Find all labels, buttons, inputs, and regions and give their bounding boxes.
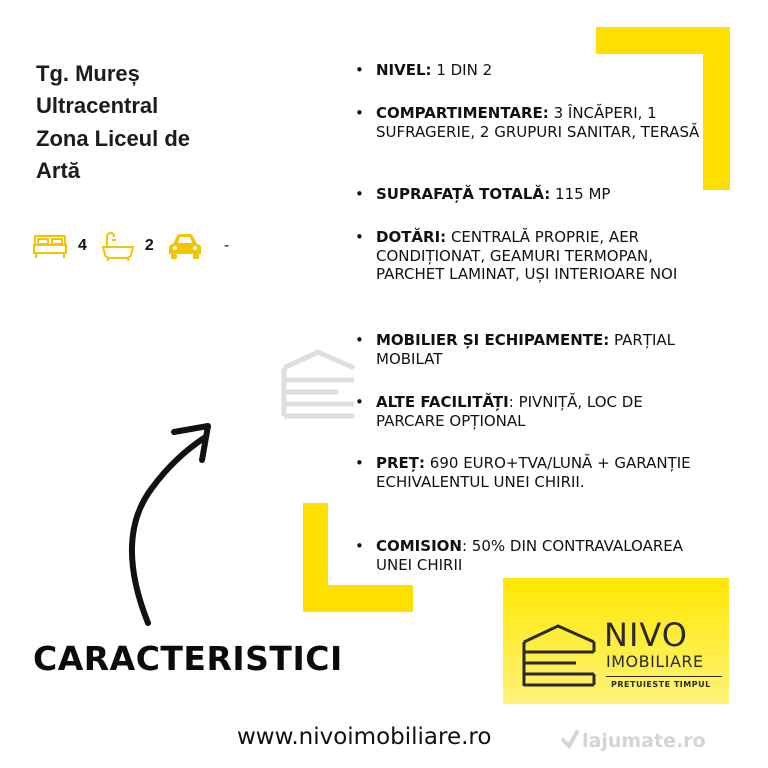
watermark-check-icon — [561, 728, 579, 752]
title-zone: Zona Liceul de — [36, 126, 191, 151]
detail-value: 115 MP — [550, 185, 611, 203]
detail-alte-facilitati: • ALTE FACILITĂȚI: PIVNIȚĂ, LOC DE PARCARE OPȚIONAL — [355, 393, 643, 430]
detail-label: PREȚ: — [376, 454, 426, 472]
title-zone-cont: Artă — [36, 158, 81, 183]
yellow-frame-bottom-left-base — [303, 585, 413, 612]
detail-label: SUPRAFAȚĂ TOTALĂ: — [376, 185, 551, 203]
detail-comision: • COMISION: 50% DIN CONTRAVALOAREA UNEI CHIRII — [355, 537, 683, 574]
bathtub-icon — [101, 231, 135, 261]
amenities-row — [32, 229, 243, 263]
detail-value: 690 EURO+TVA/LUNĂ + GARANȚIE ECHIVALENTUL UNEI CHIRII. — [376, 454, 691, 491]
detail-label: COMISION — [376, 537, 462, 555]
car-icon — [168, 232, 202, 260]
detail-suprafata: • SUPRAFAȚĂ TOTALĂ: 115 MP — [355, 185, 611, 203]
logo-name: NIVO — [604, 616, 688, 654]
title-area: Ultracentral — [36, 93, 159, 118]
watermark-text: lajumate.ro — [582, 730, 706, 752]
nivo-logo-icon — [520, 622, 598, 690]
logo-subtitle: IMOBILIARE — [606, 652, 704, 671]
title-city: Tg. Mureș — [36, 61, 140, 86]
detail-label: ALTE FACILITĂȚI — [376, 393, 509, 411]
parking-value: - — [223, 237, 230, 254]
detail-value: 1 DIN 2 — [431, 61, 493, 79]
detail-compartimentare: • COMPARTIMENTARE: 3 ÎNCĂPERI, 1 SUFRAGERIE, 2 GRUPURI SANITAR, TERASĂ — [355, 104, 700, 141]
detail-value: CENTRALĂ PROPRIE, AER CONDIȚIONAT, GEAMURI TERMOPAN, PARCHET LAMINAT, UȘI INTERIOARE NOI — [376, 228, 678, 283]
detail-label: NIVEL: — [376, 61, 432, 79]
detail-value: : PIVNIȚĂ, LOC DE PARCARE OPȚIONAL — [376, 393, 643, 430]
watermark-logo-icon — [278, 346, 360, 422]
yellow-frame-top-right-side — [703, 27, 730, 190]
bathrooms-count: 2 — [144, 237, 154, 254]
detail-label: DOTĂRI: — [376, 228, 447, 246]
section-heading: CARACTERISTICI — [33, 639, 343, 678]
detail-label: MOBILIER ȘI ECHIPAMENTE: — [376, 331, 610, 349]
arrow-icon — [112, 418, 222, 628]
bed-icon — [32, 233, 68, 259]
detail-value: : 50% DIN CONTRAVALOAREA UNEI CHIRII — [376, 537, 683, 574]
detail-pret: • PREȚ: 690 EURO+TVA/LUNĂ + GARANȚIE ECHIVALENTUL UNEI CHIRII. — [355, 454, 691, 491]
logo-tagline: PRETUIESTE TIMPUL — [611, 680, 711, 689]
bedrooms-count: 4 — [78, 237, 87, 254]
detail-nivel: • NIVEL: 1 DIN 2 — [355, 61, 493, 79]
detail-mobilier: • MOBILIER ȘI ECHIPAMENTE: PARȚIAL MOBILAT — [355, 331, 676, 368]
logo-divider — [606, 676, 722, 677]
detail-value: PARȚIAL MOBILAT — [376, 331, 676, 368]
detail-label: COMPARTIMENTARE: — [376, 104, 549, 122]
detail-value: 3 ÎNCĂPERI, 1 SUFRAGERIE, 2 GRUPURI SANITAR, TERASĂ — [376, 104, 700, 141]
website-link[interactable]: www.nivoimobiliare.ro — [237, 724, 492, 750]
detail-dotari: • DOTĂRI: CENTRALĂ PROPRIE, AER CONDIȚIONAT, GEAMURI TERMOPAN, PARCHET LAMINAT, UȘI INTERIOARE NOI — [355, 228, 678, 283]
